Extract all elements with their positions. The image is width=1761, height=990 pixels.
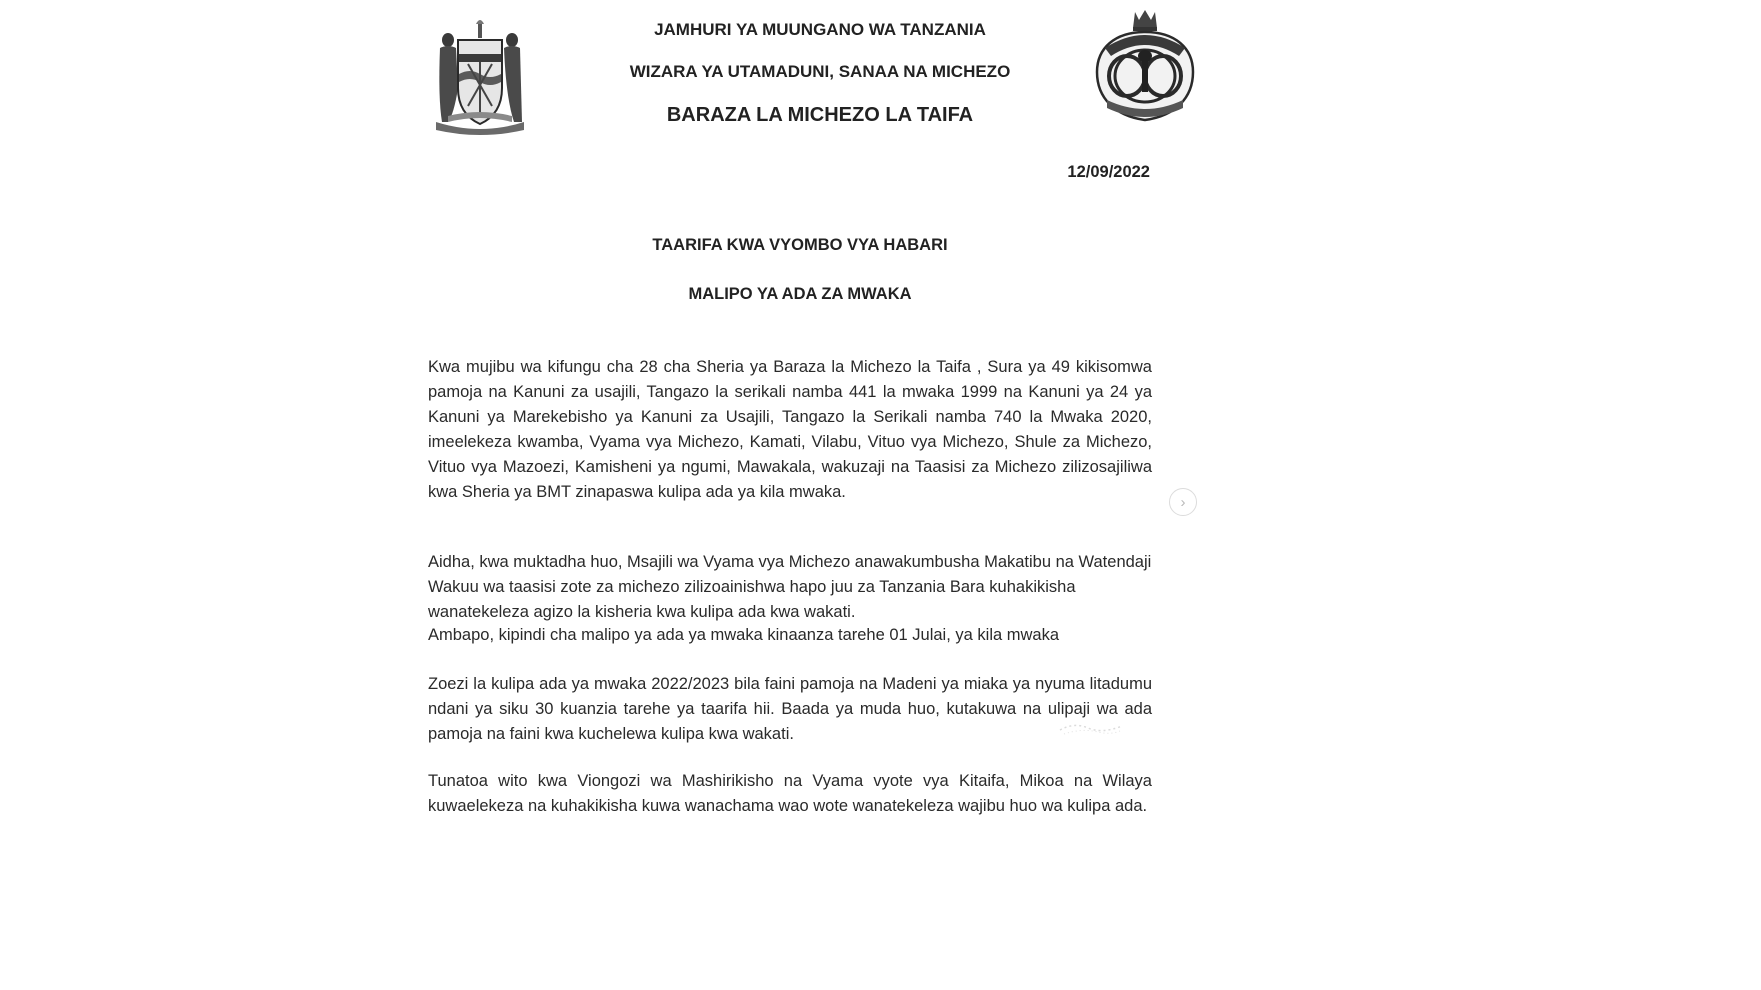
sports-council-seal-icon [1093,8,1197,128]
subject-title: MALIPO YA ADA ZA MWAKA [688,285,912,303]
council-heading: BARAZA LA MICHEZO LA TAIFA [666,104,974,126]
republic-heading: JAMHURI YA MUUNGANO WA TANZANIA [654,20,986,39]
document-date: 12/09/2022 [1067,163,1150,181]
chevron-right-icon: › [1180,493,1186,511]
press-release-title: TAARIFA KWA VYOMBO VYA HABARI [652,236,948,254]
coat-of-arms-icon [428,18,532,136]
next-slide-button[interactable] [1169,488,1197,516]
paragraph-reminder: Aidha, kwa muktadha huo, Msajili wa Vyama vya Michezo anawakumbusha Makatibu na Watendaji Wakuu wa taasisi zote za michezo zilizoainishwa hapo juu za Tanzania Bara kuhakikisha wanatekeleza agizo la kisheria kwa kulipa ada kwa wakati. [428,553,1152,621]
faint-stamp-mark [1058,720,1124,736]
paragraph-deadline: Zoezi la kulipa ada ya mwaka 2022/2023 bila faini pamoja na Madeni ya miaka ya nyuma litadumu ndani ya siku 30 kuanzia tarehe ya taarifa hii. Baada ya muda huo, kutakuwa na ulipaji wa ada pamoja na faini kwa kuchelewa kulipa kwa wakati. [428,675,1152,743]
paragraph-legal-basis: Kwa mujibu wa kifungu cha 28 cha Sheria ya Baraza la Michezo la Taifa , Sura ya 49 kikisomwa pamoja na Kanuni za usajili, Tangazo la serikali namba 441 la mwaka 1999 na Kanuni ya 24 ya Kanuni ya Marekebisho ya Kanuni za Usajili, Tangazo la Serikali namba 740 la Mwaka 2020, imeelekeza kwamba, Vyama vya Michezo, Kamati, Vilabu, Vituo vya Michezo, Shule za Michezo, Vituo vya Mazoezi, Kamisheni ya ngumi, Mawakala, wakuzaji na Taasisi za Michezo zilizosajiliwa kwa Sheria ya BMT zinapaswa kulipa ada ya kila mwaka. [428,358,1152,501]
ministry-heading: WIZARA YA UTAMADUNI, SANAA NA MICHEZO [629,62,1011,81]
paragraph-call-to-action: Tunatoa wito kwa Viongozi wa Mashirikisho na Vyama vyote vya Kitaifa, Mikoa na Wilaya kuwaelekeza na kuhakikisha kuwa wanachama wao wote wanatekeleza wajibu huo wa kulipa ada. [428,772,1152,815]
paragraph-payment-period: Ambapo, kipindi cha malipo ya ada ya mwaka kinaanza tarehe 01 Julai, ya kila mwaka [428,626,1060,644]
